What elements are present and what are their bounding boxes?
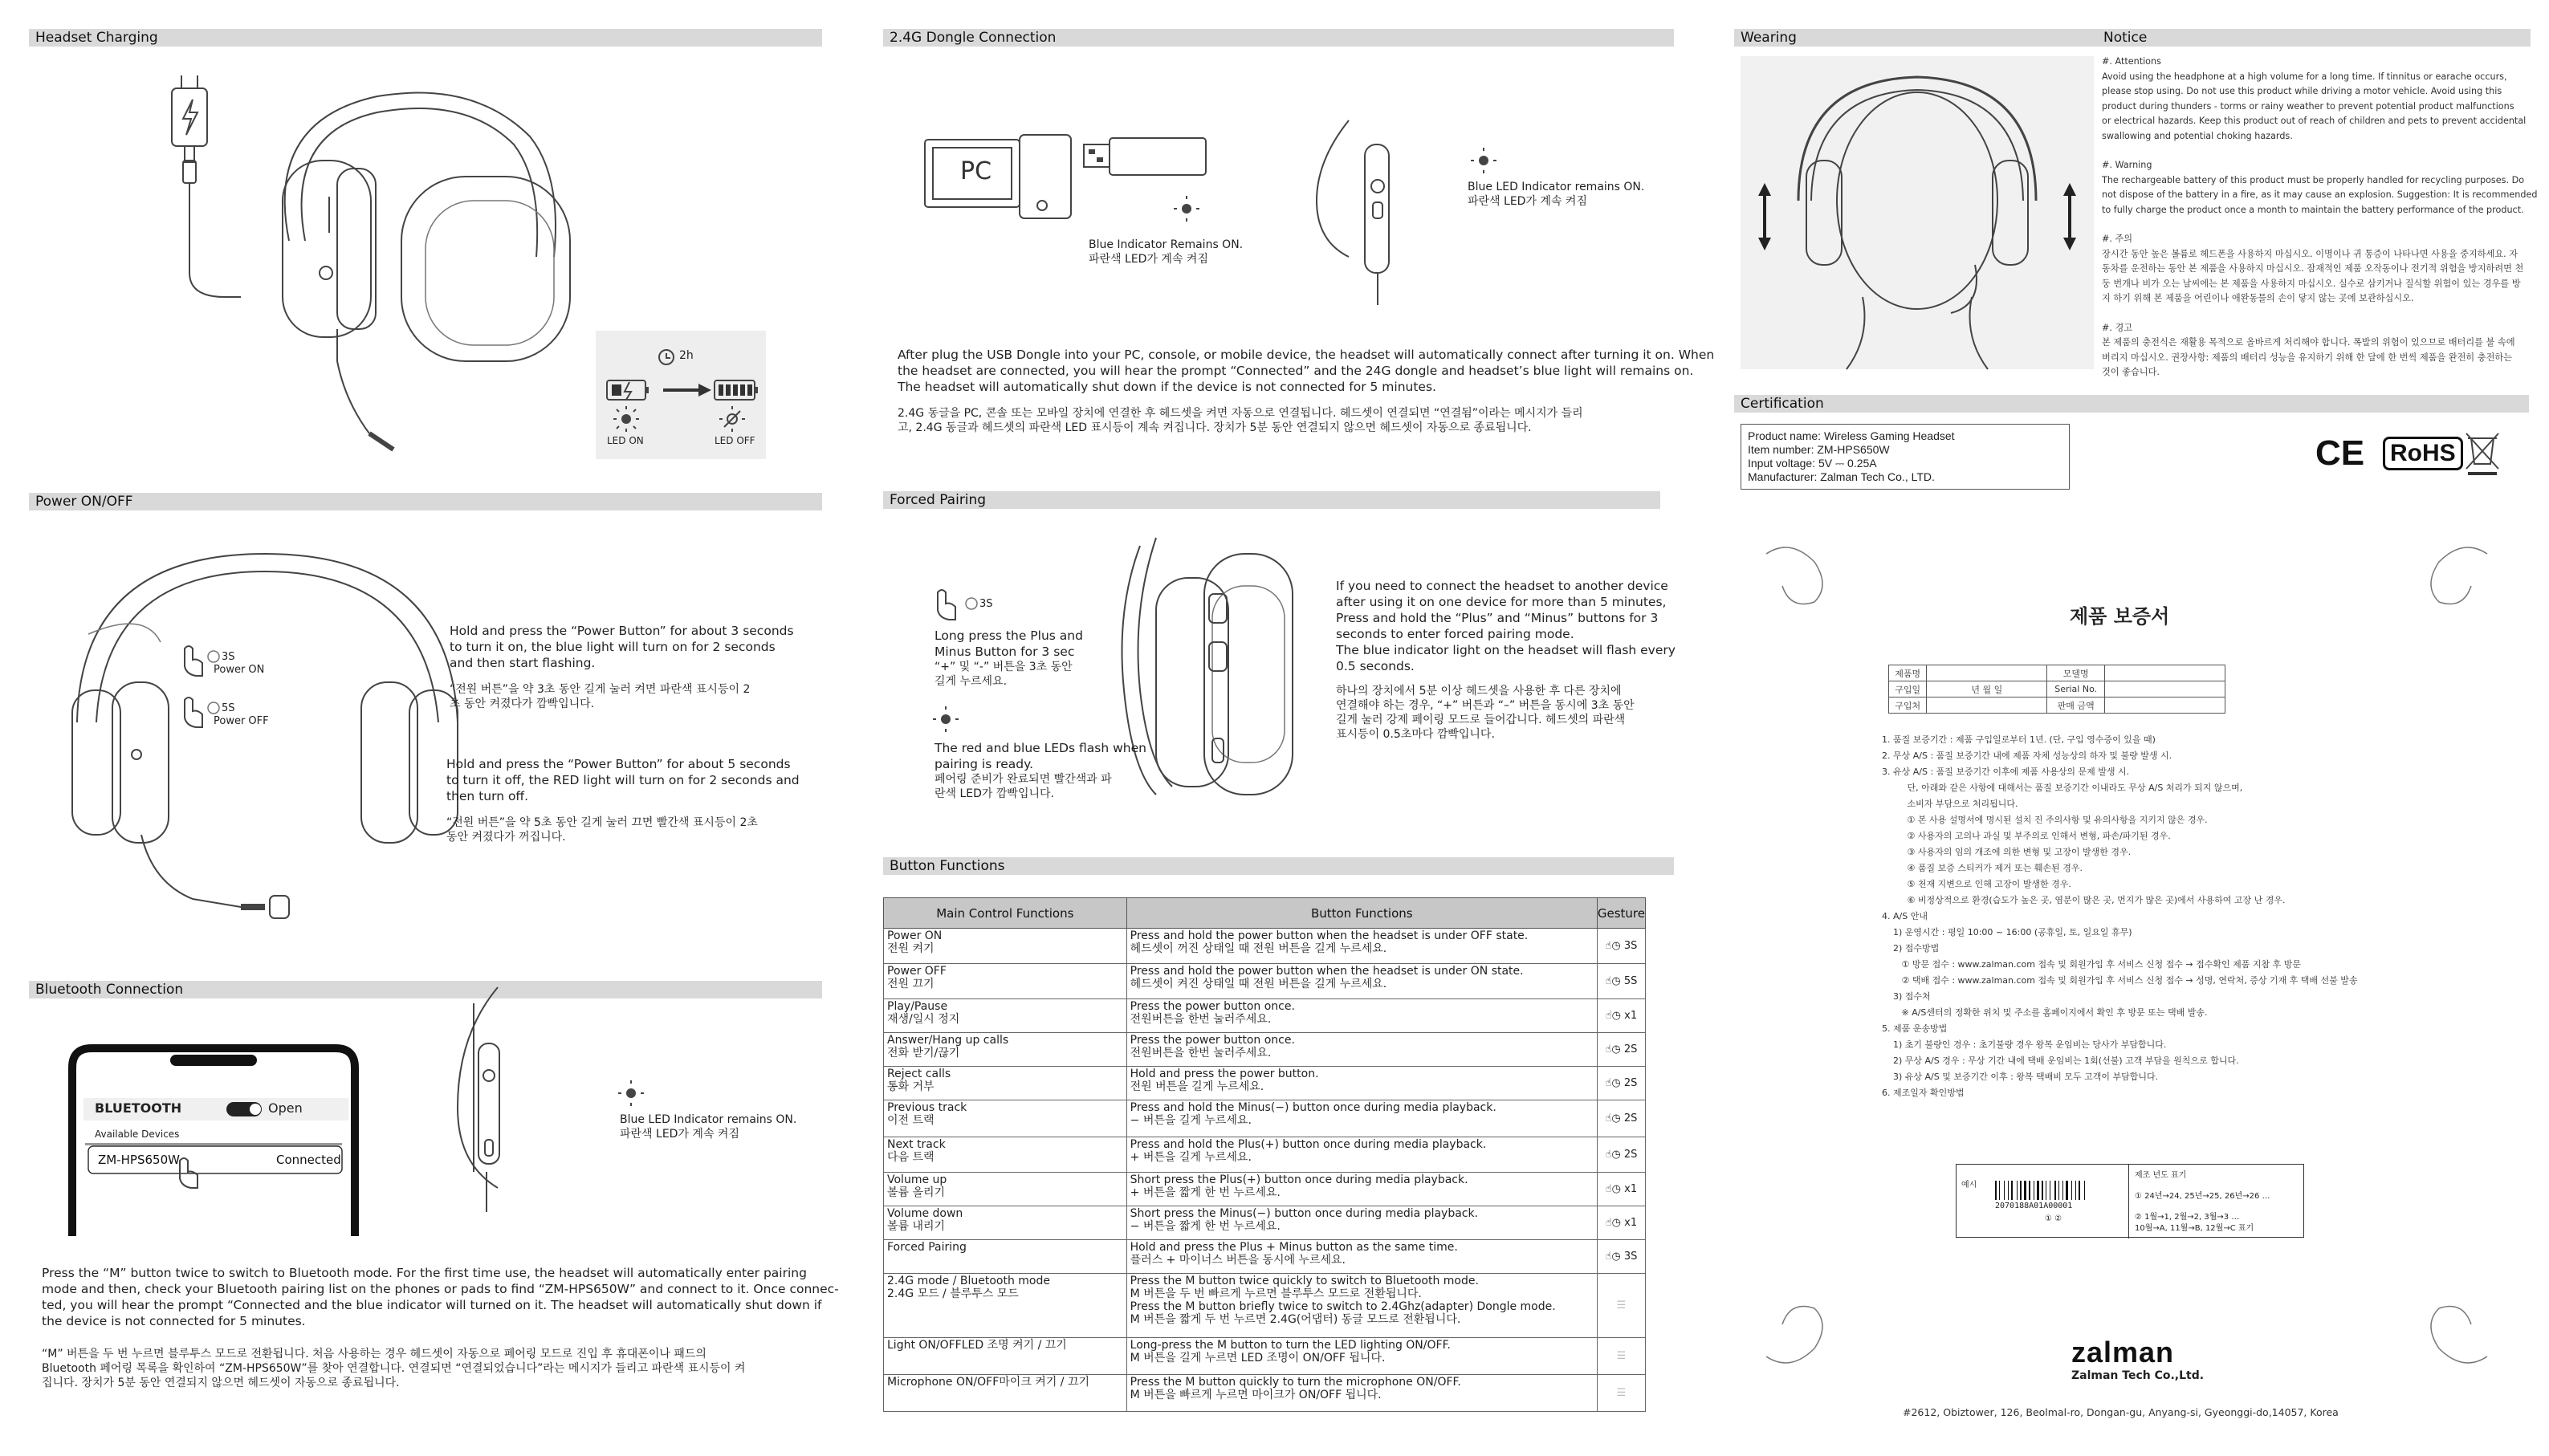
gesture-label: x1 — [1624, 1216, 1638, 1229]
company-address: #2612, Obiztower, 126, Beolmal-ro, Dongan-gu, Anyang-si, Gyeonggi-do,14057, Korea — [1903, 1406, 2339, 1418]
warranty-term-line: ④ 품질 보증 스티커가 제거 또는 훼손된 경우. — [1882, 863, 2083, 873]
table-row — [884, 929, 1646, 964]
section-header-certification: Certification — [1734, 395, 2529, 413]
bt-desc-ko: “M” 버튼을 두 번 누르면 블루투스 모드로 전환됩니다. 처음 사용하는 경우 헤드셋이 자동으로 페어링 모드로 진입 후 휴대폰이나 패드의 Bluetooth 페어링 목록을 확인하여 “ZM-HPS650W”를 찾아 연결합니다. 연결되면 “연결되었습니다”라는 메시지가 들리고 파란색 표시등이 켜 집니다. 장치가 5분 동안 연결되지 않으면 헤드셋이 자동으로 종료됩니다. — [42, 1348, 746, 1389]
warranty-terms — [1882, 732, 2524, 1101]
warranty-term-line: 1) 초기 불량인 경우 : 초기불량 경우 왕복 운임비는 당사가 부담합니다. — [1882, 1039, 2167, 1050]
hand-press-icon: ☝◷ — [1605, 1182, 1625, 1195]
menu-lines-icon: ☰ — [1616, 1349, 1627, 1362]
warranty-term-line: 1. 품질 보증기간 : 제품 구입일로부터 1년. (단, 구입 영수증이 있을 때) — [1882, 734, 2156, 745]
headset-side-icon — [283, 93, 570, 449]
gesture-cell — [1597, 1100, 1645, 1137]
table-row — [884, 1375, 1646, 1412]
warranty-term-line: 2) 무상 A/S 경우 : 무상 기간 내에 택배 운임비는 1회(선불) 고객 부담을 원칙으로 합니다. — [1882, 1055, 2239, 1066]
table-row — [884, 1033, 1646, 1067]
warranty-term-line: ② 사용자의 고의나 과실 및 부주의로 인해서 변형, 파손/파기된 경우. — [1882, 831, 2171, 841]
led-on-label: LED ON — [607, 435, 644, 446]
button-functions-table — [883, 897, 1646, 1412]
warranty-term-line: 3) 접수처 — [1882, 991, 1931, 1002]
button-function-cell: Press the power button once. 전원버튼을 한번 눌러주세요. — [1126, 999, 1597, 1033]
main-function-cell: Forced Pairing — [884, 1240, 1127, 1274]
barcode-label: 예시 — [1961, 1181, 1977, 1190]
ornament-icon — [0, 0, 1, 1]
forced-left-en: Long press the Plus and Minus Button for 3 sec — [934, 628, 1083, 659]
warranty-term-line: 6. 제조일자 확인방법 — [1882, 1088, 1965, 1098]
company-name: Zalman Tech Co.,Ltd. — [2071, 1369, 2205, 1382]
main-function-cell: Next track 다음 트랙 — [884, 1137, 1127, 1173]
button-function-cell: Press the M button twice quickly to switch to Bluetooth mode. M 버튼을 두 번 빠르게 누르면 블루투스 모드로 전환됩니다. Press the M button briefly twice to switch to 2.4Ghz(adapter) Dongle mode. M 버튼을 짧게 두 번 누르면 2.4G(어댑터) 동글 모드로 전환됩니다. — [1126, 1274, 1597, 1338]
main-function-cell: Reject calls 통화 거부 — [884, 1067, 1127, 1100]
hand-press-icon — [185, 697, 202, 727]
led-on-icon — [618, 1080, 644, 1106]
button-function-cell: Hold and press the Plus + Minus button as the same time. 플러스 + 마이너스 버튼을 동시에 누르세요. — [1126, 1240, 1597, 1274]
forced-right-en: If you need to connect the headset to another device after using it on one device for more than 5 minutes, Press and hold the “Plus” and “Minus” buttons for 3 seconds to enter forced pairing mode. The blue indicator light on the headset will flash every 0.5 seconds. — [1336, 579, 1676, 673]
forced-time: 3S — [979, 598, 993, 610]
menu-lines-icon: ☰ — [1616, 1386, 1627, 1399]
table-row — [884, 1240, 1646, 1274]
table-row — [884, 1137, 1646, 1173]
hand-press-icon — [938, 590, 955, 620]
barcode-number: 2070188A01A00001 — [1995, 1202, 2073, 1210]
dongle-indicator-ko: 파란색 LED가 계속 켜짐 — [1089, 253, 1208, 266]
main-function-cell: Microphone ON/OFF마이크 켜기 / 끄기 — [884, 1375, 1127, 1412]
table-row — [884, 1100, 1646, 1137]
gesture-cell — [1597, 1067, 1645, 1100]
power-off-label: Power OFF — [214, 715, 269, 727]
dongle-desc-ko: 2.4G 동글을 PC, 콘솔 또는 모바일 장치에 연결한 후 헤드셋을 켜면 자동으로 연결됩니다. 헤드셋이 연결되면 “연결됨”이라는 메시지가 들리 고, 2.4G 동글과 헤드셋의 파란색 LED 표시등이 계속 켜집니다. 장치가 5분 동안 연결되지 않으면 헤드셋이 자동으로 종료됩니다. — [898, 407, 1583, 434]
button-function-cell: Short press the Minus(−) button once during media playback. − 버튼을 짧게 한 번 누르세요. — [1126, 1206, 1597, 1240]
power-on-time: 3S — [222, 651, 235, 663]
table-row — [884, 1206, 1646, 1240]
table-row — [884, 999, 1646, 1033]
led-off-label: LED OFF — [715, 435, 755, 446]
headset-front-icon — [72, 554, 458, 918]
table-row — [884, 1067, 1646, 1100]
main-function-cell: Volume down 볼륨 내리기 — [884, 1206, 1127, 1240]
gesture-cell — [1597, 964, 1645, 999]
forced-right-ko: 하나의 장치에서 5분 이상 헤드셋을 사용한 후 다른 장치에 연결해야 하는 경우, “+” 버튼과 “–” 버튼을 동시에 3초 동안 길게 눌러 강제 페이링 모드로 들어갑니다. 헤드셋의 파란색 표시등이 0.5초마다 깜빡입니다. — [1336, 685, 1635, 741]
led-on-icon — [933, 706, 959, 732]
gesture-label: 5S — [1623, 974, 1638, 987]
hand-press-icon — [185, 646, 202, 676]
warranty-term-line: 2. 무상 A/S : 품질 보증기간 내에 제품 자체 성능상의 하자 및 불량 발생 시. — [1882, 750, 2172, 761]
gesture-cell — [1597, 1375, 1645, 1412]
gesture-label: 2S — [1623, 1043, 1638, 1055]
main-function-cell: Power ON 전원 켜기 — [884, 929, 1127, 964]
certification-box: Product name: Wireless Gaming Headset Item number: ZM-HPS650W Input voltage: 5V ⎓ 0.25A Manufacturer: Zalman Tech Co., LTD. — [1741, 424, 2070, 490]
hand-press-icon: ☝◷ — [1605, 974, 1624, 987]
power-on-label: Power ON — [214, 664, 265, 676]
forced-flash-en: The red and blue LEDs flash when pairing is ready. — [934, 741, 1146, 771]
headset-earcup-icon — [1122, 538, 1293, 795]
button-function-cell: Hold and press the power button. 전원 버튼을 길게 누르세요. — [1126, 1067, 1597, 1100]
power-on-desc-en: Hold and press the “Power Button” for about 3 seconds to turn it on, the blue light will turn on for 2 seconds and then start flashing. — [450, 624, 794, 670]
gesture-label: 3S — [1623, 939, 1638, 952]
power-off-desc-en: Hold and press the “Power Button” for about 5 seconds to turn it off, the RED light will turn on for 2 seconds and then turn off. — [446, 757, 800, 803]
section-header-forced: Forced Pairing — [883, 491, 1660, 509]
gesture-label: 2S — [1623, 1112, 1638, 1125]
gesture-label: 2S — [1623, 1076, 1638, 1089]
bt-available-devices: Available Devices — [95, 1129, 180, 1140]
barcode-marks: ① ② — [2045, 1214, 2062, 1223]
warranty-term-line: ⑤ 천재 지변으로 인해 고장이 발생한 경우. — [1882, 879, 2071, 889]
button-function-cell: Press and hold the Plus(+) button once during media playback. + 버튼을 길게 누르세요. — [1126, 1137, 1597, 1173]
legend-title: 제조 년도 표기 — [2135, 1171, 2187, 1180]
legend-month: ② 1월→1, 2월→2, 3월→3 … — [2135, 1213, 2240, 1222]
warranty-term-line: ※ A/S센터의 정확한 위치 및 주소를 홈페이지에서 확인 후 방문 또는 택배 발송. — [1882, 1007, 2208, 1018]
bt-toggle-label[interactable]: Open — [268, 1100, 303, 1116]
table-row — [884, 1274, 1646, 1338]
warranty-term-line: ① 본 사용 설명서에 명시된 설치 진 주의사항 및 유의사항을 지키지 않은 경우. — [1882, 815, 2208, 825]
button-function-cell: Press the M button quickly to turn the microphone ON/OFF. M 버튼을 빠르게 누르면 마이크가 ON/OFF 됩니다. — [1126, 1375, 1597, 1412]
hand-press-icon: ☝◷ — [1605, 1009, 1625, 1022]
main-function-cell: Volume up 볼륨 올리기 — [884, 1173, 1127, 1206]
table-row — [884, 1173, 1646, 1206]
gesture-cell — [1597, 999, 1645, 1033]
gesture-label: 3S — [1623, 1250, 1638, 1263]
timer-icon — [208, 702, 219, 714]
bt-device-name[interactable]: ZM-HPS650W — [98, 1153, 180, 1167]
power-off-desc-ko: “전원 버튼”을 약 5초 동안 길게 눌러 끄면 빨간색 표시등이 2초 동안 켜졌다가 꺼집니다. — [446, 816, 758, 844]
warranty-term-line: 단, 아래와 같은 사항에 대해서는 품질 보증기간 이내라도 무상 A/S 처리가 되지 않으며, — [1882, 783, 2243, 793]
hand-press-icon: ☝◷ — [1605, 1043, 1624, 1055]
section-header-dongle: 2.4G Dongle Connection — [883, 29, 1674, 47]
hand-press-icon: ☝◷ — [1605, 1076, 1624, 1089]
hand-press-icon: ☝◷ — [1605, 1216, 1625, 1229]
dongle-led-ko: 파란색 LED가 계속 켜짐 — [1468, 195, 1587, 208]
table-row — [884, 1338, 1646, 1375]
table-row — [884, 964, 1646, 999]
table-header: Button Functions — [1126, 898, 1597, 929]
usb-dongle-icon — [1084, 138, 1206, 175]
legend-year: ① 24년→24, 25년→25, 26년→26 … — [2135, 1192, 2270, 1201]
bt-led-en: Blue LED Indicator remains ON. — [620, 1113, 797, 1126]
warranty-grid: 제품명 모델명 구입일 년 월 일 Serial No. 구입처 판매 금액 — [1888, 665, 2225, 714]
table-header: Gesture — [1597, 898, 1645, 929]
pc-icon — [925, 135, 1071, 218]
gesture-cell — [1597, 1274, 1645, 1338]
barcode-icon — [1995, 1181, 2115, 1200]
barcode-box — [1956, 1164, 2304, 1238]
warranty-term-line: 4. A/S 안내 — [1882, 911, 1928, 921]
bt-led-ko: 파란색 LED가 계속 켜짐 — [620, 1128, 739, 1141]
warranty-title: 제품 보증서 — [2070, 605, 2170, 628]
button-function-cell: Long-press the M button to turn the LED lighting ON/OFF. M 버튼을 길게 누르면 LED 조명이 ON/OFF 됩니다. — [1126, 1338, 1597, 1375]
main-function-cell: Previous track 이전 트랙 — [884, 1100, 1127, 1137]
led-on-icon — [1174, 196, 1199, 222]
section-header-charging: Headset Charging — [29, 29, 822, 47]
button-function-cell: Short press the Plus(+) button once during media playback. + 버튼을 짧게 한 번 누르세요. — [1126, 1173, 1597, 1206]
gesture-cell — [1597, 1173, 1645, 1206]
main-function-cell: 2.4G mode / Bluetooth mode 2.4G 모드 / 블루투스 모드 — [884, 1274, 1127, 1338]
hand-press-icon: ☝◷ — [1605, 1250, 1624, 1263]
dongle-indicator-en: Blue Indicator Remains ON. — [1089, 238, 1244, 251]
gesture-cell — [1597, 1137, 1645, 1173]
gesture-cell — [1597, 1338, 1645, 1375]
charger-plug-icon — [172, 75, 241, 297]
pc-label: PC — [960, 157, 992, 185]
button-function-cell: Press the power button once. 전원버튼을 한번 눌러주세요. — [1126, 1033, 1597, 1067]
warranty-term-line: 5. 제품 운송방법 — [1882, 1023, 1948, 1034]
gesture-label: x1 — [1624, 1009, 1638, 1022]
ce-mark: CE — [2315, 433, 2365, 473]
section-header-power: Power ON/OFF — [29, 493, 822, 510]
table-header: Main Control Functions — [884, 898, 1127, 929]
warranty-term-line: ⑥ 비정상적으로 환경(습도가 높은 곳, 염분이 많은 곳, 먼지가 많은 곳)에서 사용하여 고장 난 경우. — [1882, 895, 2286, 905]
gesture-cell — [1597, 1240, 1645, 1274]
led-on-icon — [1471, 148, 1496, 173]
bt-device-status: Connected — [276, 1153, 341, 1167]
gesture-label: x1 — [1624, 1182, 1638, 1195]
section-header-notice: Notice — [2097, 29, 2531, 47]
menu-lines-icon: ☰ — [1616, 1299, 1627, 1312]
main-function-cell: Light ON/OFFLED 조명 켜기 / 끄기 — [884, 1338, 1127, 1375]
headset-earcup-icon — [1317, 120, 1389, 305]
forced-flash-ko: 페어링 준비가 완료되면 빨간색과 파 란색 LED가 깜빡입니다. — [934, 773, 1112, 800]
warranty-term-line: ③ 사용자의 임의 개조에 의한 변형 및 고장이 발생한 경우. — [1882, 847, 2132, 857]
charge-time: 2h — [679, 349, 694, 362]
hand-press-icon: ☝◷ — [1605, 939, 1624, 952]
warranty-term-line: ② 택배 접수 : www.zalman.com 접속 및 회원가입 후 서비스 신청 접수 → 성명, 연락처, 증상 기재 후 택배 선불 발송 — [1882, 975, 2358, 986]
dongle-led-en: Blue LED Indicator remains ON. — [1468, 181, 1645, 193]
gesture-cell — [1597, 1206, 1645, 1240]
gesture-label: 2S — [1623, 1148, 1638, 1161]
section-header-wearing: Wearing — [1734, 29, 2111, 47]
forced-left-ko: “+” 및 “-” 버튼을 3초 동안 길게 누르세요. — [934, 661, 1073, 688]
bt-title: BLUETOOTH — [95, 1100, 182, 1116]
hand-press-icon: ☝◷ — [1605, 1148, 1624, 1161]
gesture-cell — [1597, 929, 1645, 964]
warranty-term-line: 2) 접수방법 — [1882, 943, 1940, 954]
warranty-term-line: 3) 유상 A/S 및 보증기간 이후 : 왕복 택배비 모두 고객이 부담합니다. — [1882, 1072, 2159, 1082]
timer-icon — [966, 598, 977, 609]
main-function-cell: Power OFF 전원 끄기 — [884, 964, 1127, 999]
button-function-cell: Press and hold the Minus(−) button once during media playback. − 버튼을 길게 누르세요. — [1126, 1100, 1597, 1137]
rohs-mark: RoHS — [2383, 437, 2463, 470]
bt-desc-en: Press the “M” button twice to switch to Bluetooth mode. For the first time use, the headset will automatically enter pairing mode and then, check your Bluetooth pairing list on the phones or pads to find “ZM-HPS650W” and connect to it. Once connec- ted, you will hear the prompt “Connected and the blue indicator will turned on it. The headset will automatically shut down if the device is not connected for 5 minutes. — [42, 1266, 839, 1328]
warranty-term-line: 1) 운영시간 : 평일 10:00 ~ 16:00 (공휴일, 토, 일요일 휴무) — [1882, 927, 2132, 937]
power-on-desc-ko: “전원 버튼”을 약 3초 동안 길게 눌러 켜면 파란색 표시등이 2 초 동안 켜졌다가 깜빡입니다. — [450, 683, 751, 710]
zalman-logo: zalman — [2071, 1336, 2175, 1369]
dongle-desc-en: After plug the USB Dongle into your PC, console, or mobile device, the headset will automatically connect after turning it on. When the headset are connected, you will hear the prompt “Connected” and the 24G dongle and headset’s blue light will remains on. The headset will automatically shut down if the device is not connected for 5 minutes. — [898, 348, 1715, 394]
main-function-cell: Play/Pause 재생/일시 정지 — [884, 999, 1127, 1033]
warranty-term-line: 3. 유상 A/S : 품질 보증기간 이후에 제품 사용상의 문제 발생 시. — [1882, 767, 2130, 777]
gesture-cell — [1597, 1033, 1645, 1067]
notice-text: #. Attentions Avoid using the headphone at a high volume for a long time. If tinnitus or earache occurs, please stop using. Do not use this product while driving a motor vehicle. Avoid using this product during thunders - torms or rainy weather to prevent potential product malfunctions or electrical hazards. Keep this product out of reach of children and pets to prevent accidental swallowing and potential choking hazards. #. Warning The rechargeable battery of this product must be properly handled for recycling purposes. Do not dispose of the battery in a fire, as it may cause an explosion. Suggestion: It is recommended to fully charge the product once a month to maintain the battery performance of the product. #. 주의 장시간 동안 높은 볼륨로 헤드폰을 사용하지 마십시오. 이명이나 귀 통증이 나타나면 사용을 중지하세요. 자 동차를 운전하는 동안 본 제품을 사용하지 마십시오. 잠재적인 제품 오작동이나 전기적 위험을 방지하려면 천 둥 번개나 비가 오는 날씨에는 본 제품을 사용하지 마십시오. 실수로 삼키거나 질식할 위험이 있는 경우를 방 지 하기 위해 본 제품을 어린이나 애완동물의 손이 닿지 않는 곳에 보관하십시오. #. 경고 본 제품의 충전식은 재활용 목적으로 올바르게 처리해야 합니다. 폭발의 위험이 있으므로 배터리를 불 속에 버리지 마십시오. 권장사항: 제품의 배터리 성능을 유지하기 위해 한 달에 한 번씩 제품을 완전히 충전하는 것이 좋습니다. — [2102, 56, 2538, 377]
section-header-buttons: Button Functions — [883, 857, 1674, 875]
legend-month-2: 10월→A, 11월→B, 12월→C 표기 — [2135, 1224, 2254, 1233]
timer-icon — [208, 651, 219, 662]
warranty-term-line: ① 방문 접수 : www.zalman.com 접속 및 회원가입 후 서비스 신청 접수 → 접수확인 제품 지참 후 방문 — [1882, 959, 2301, 970]
section-header-bluetooth: Bluetooth Connection — [29, 981, 822, 998]
hand-press-icon: ☝◷ — [1605, 1112, 1624, 1125]
power-off-time: 5S — [222, 702, 235, 714]
main-function-cell: Answer/Hang up calls 전화 받기/끊기 — [884, 1033, 1127, 1067]
warranty-term-line: 소비자 부담으로 처리됩니다. — [1882, 799, 2018, 809]
button-function-cell: Press and hold the power button when the headset is under ON state. 헤드셋이 켜진 상태일 때 전원 버튼을 길게 누르세요. — [1126, 964, 1597, 999]
button-function-cell: Press and hold the power button when the headset is under OFF state. 헤드셋이 꺼진 상태일 때 전원 버튼을 길게 누르세요. — [1126, 929, 1597, 964]
